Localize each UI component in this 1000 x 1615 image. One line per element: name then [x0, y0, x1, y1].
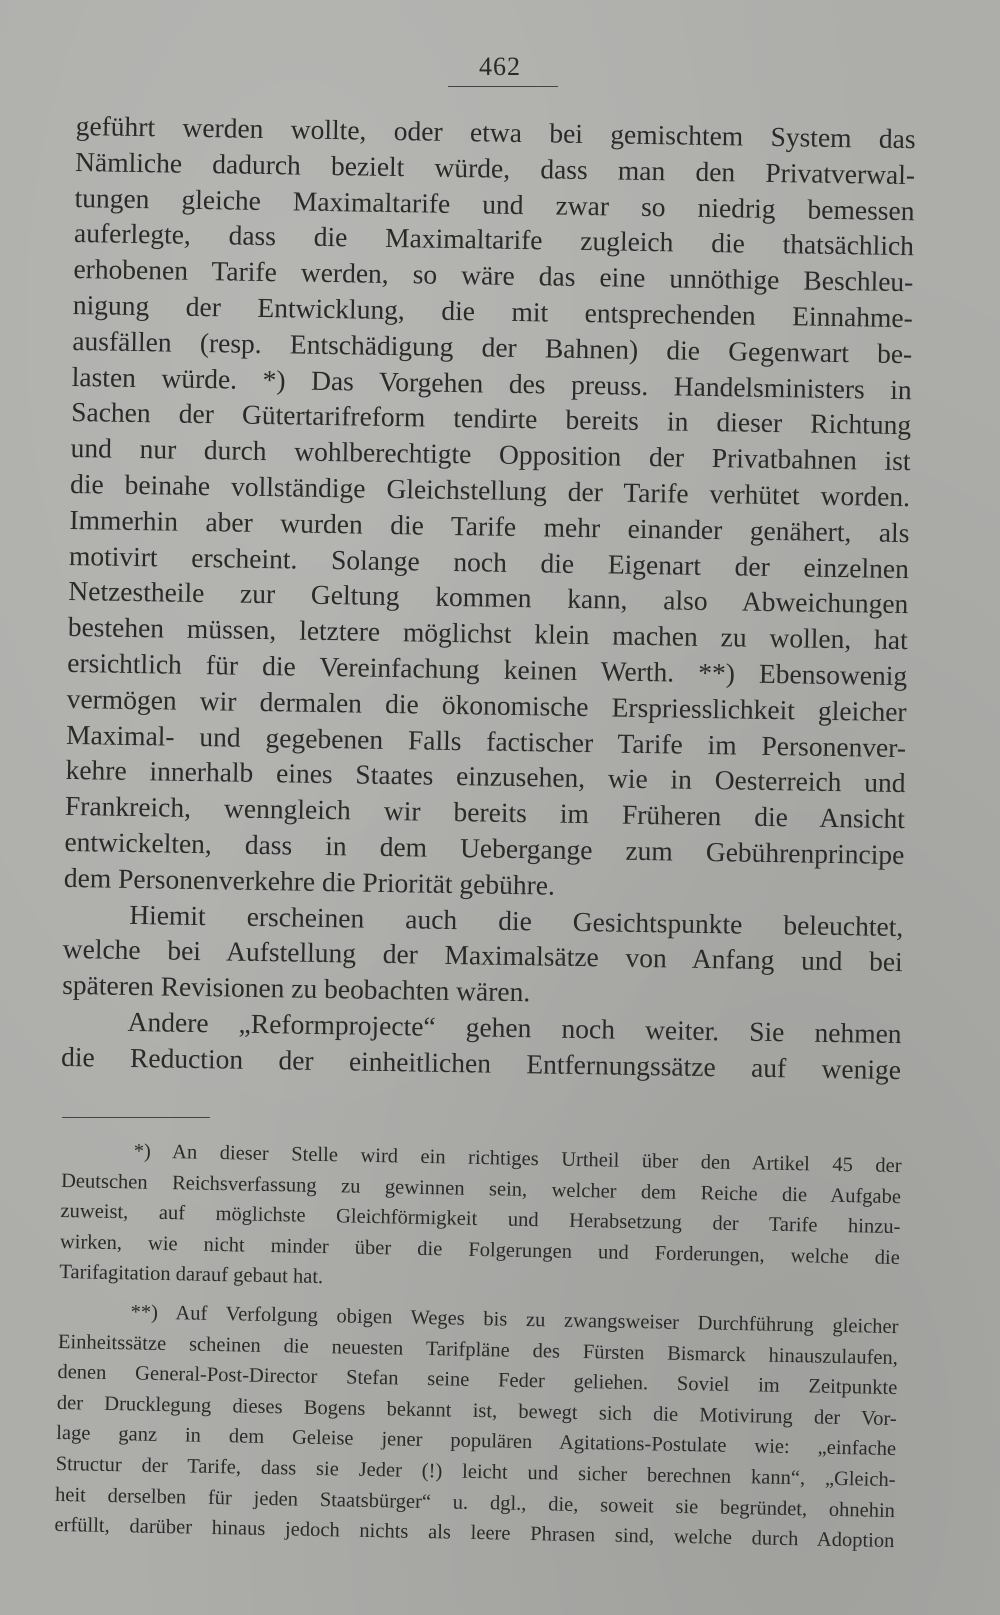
- footnote-2: [54, 1296, 899, 1557]
- footnote-line: lage ganz in dem Geleise jener populären Agitations-Postulate wie: „einfache: [56, 1422, 897, 1461]
- text-line: erhobenen Tarife werden, so wäre das eine unnöthige Beschleu-: [73, 253, 914, 298]
- footnotes-block: [54, 1135, 902, 1557]
- text-line: ersichtlich für die Vereinfachung keinen Werth. **) Ebensowenig: [67, 646, 908, 692]
- footnote-line: Deutschen Reichsverfassung zu gewinnen sein, welcher dem Reiche die Aufgabe: [60, 1169, 902, 1208]
- text-line: die Reduction der einheitlichen Entfernungssätze auf wenige: [60, 1040, 902, 1085]
- footnote-line: **) Auf Verfolgung obigen Weges bis zu zwangsweiser Durchführung gleicher: [130, 1301, 899, 1339]
- footnote-line: Tarifagitation darauf gebaut hat.: [59, 1261, 324, 1289]
- footnote-1: [59, 1135, 902, 1304]
- text-line: Netzestheile zur Geltung kommen kann, also Abweichungen: [68, 575, 909, 620]
- text-line: lasten würde. *) Das Vorgehen des preuss. Handelsministers in: [71, 360, 912, 405]
- text-line: Sachen der Gütertarifreform tendirte bereits in dieser Richtung: [70, 396, 912, 441]
- footnote-separator: [62, 1117, 210, 1118]
- text-line: die beinahe vollständige Gleichstellung der Tarife verhütet worden.: [69, 467, 911, 513]
- text-line: auferlegte, dass die Maximaltarife zugleich die thatsächlich: [73, 217, 915, 262]
- text-line: Andere „Reformprojecte“ gehen noch weiter. Sie nehmen: [127, 1005, 902, 1050]
- text-line: entwickelten, dass in dem Uebergange zum Gebührenprincipe: [64, 825, 905, 871]
- text-line: und nur durch wohlberechtigte Opposition der Privatbahnen ist: [70, 432, 911, 477]
- footnote-line: Einheitssätze scheinen die neuesten Tarifpläne des Fürsten Bismarck hinauszulaufen,: [57, 1330, 899, 1369]
- text-line: motivirt erscheint. Solange noch die Eigenart der einzelnen: [68, 539, 910, 584]
- footnote-line: *) An dieser Stelle wird ein richtiges Urtheil über den Artikel 45 der: [133, 1140, 902, 1178]
- page-number: 462: [479, 52, 521, 81]
- text-line: späteren Revisionen zu beobachten wären.: [61, 969, 531, 1008]
- page-number-rule: [448, 86, 558, 87]
- text-line: Frankreich, wenngleich wir bereits im Früheren die Ansicht: [64, 790, 906, 835]
- footnote-line: denen General-Post-Director Stefan seine Feder geliehen. Soviel im Zeitpunkte: [57, 1361, 898, 1400]
- text-line: Nämliche dadurch bezielt würde, dass man den Privatverwal-: [74, 145, 916, 190]
- text-line: Maximal- und gegebenen Falls factischer Tarife im Personenver-: [65, 718, 907, 763]
- footnote-line: wirken, wie nicht minder über die Folgerungen und Forderungen, welche die: [59, 1230, 901, 1269]
- text-line: geführt werden wollte, oder etwa bei gemischtem System das: [75, 109, 916, 155]
- text-line: bestehen müssen, letztere möglichst klein machen zu wollen, hat: [67, 611, 908, 656]
- footnote-line: erfüllt, darüber hinaus jedoch nichts als leere Phrasen sind, welche durch Adoption: [54, 1514, 895, 1553]
- text-line: kehre innerhalb eines Staates einzusehen, wie in Oesterreich und: [65, 754, 906, 799]
- text-line: dem Personenverkehre die Priorität gebühre.: [63, 861, 556, 901]
- footnote-line: der Drucklegung dieses Bogens bekannt ist, bewegt sich die Motivirung der Vor-: [56, 1391, 897, 1430]
- text-line: nigung der Entwicklung, die mit entsprechenden Einnahme-: [72, 288, 914, 334]
- text-line: vermögen wir dermalen die ökonomische Erspriesslichkeit gleicher: [66, 682, 907, 727]
- main-text-block: [61, 108, 916, 1088]
- text-line: Hiemit erscheinen auch die Gesichtspunkte beleuchtet,: [129, 898, 904, 942]
- text-line: ausfällen (resp. Entschädigung der Bahnen) die Gegenwart be-: [72, 324, 913, 369]
- footnote-line: heit derselben für jeden Staatsbürger“ u. dgl., die, soweit sie begründet, ohnehin: [54, 1483, 896, 1522]
- text-line: welche bei Aufstellung der Maximalsätze von Anfang und bei: [62, 933, 903, 978]
- text-line: Immerhin aber wurden die Tarife mehr einander genähert, als: [69, 503, 910, 548]
- footnote-line: Structur der Tarife, dass sie Jeder (!) leicht und sicher berechnen kann“, „Gleich-: [55, 1452, 896, 1492]
- text-line: tungen gleiche Maximaltarife und zwar so niedrig bemessen: [74, 181, 915, 226]
- footnote-line: zuweist, auf möglichste Gleichförmigkeit und Herabsetzung der Tarife hinzu-: [60, 1200, 901, 1239]
